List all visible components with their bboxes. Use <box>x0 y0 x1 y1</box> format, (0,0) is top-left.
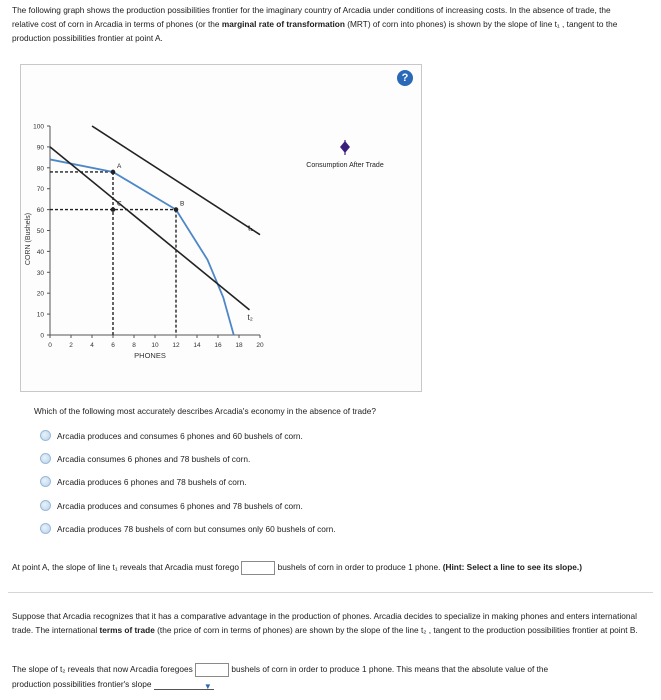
t2-question-text: The slope of t₂ reveals that now Arcadia foregoes <box>12 664 193 674</box>
radio-button[interactable] <box>40 453 51 464</box>
trade-bold: terms of trade <box>99 625 155 635</box>
help-icon[interactable]: ? <box>397 70 413 86</box>
option-5[interactable] <box>40 523 336 534</box>
option-label: Arcadia produces and consumes 6 phones and 60 bushels of corn. <box>57 430 303 441</box>
option-4[interactable] <box>40 500 303 511</box>
legend-label: Consumption After Trade <box>306 162 384 169</box>
y-tick-label: 30 <box>36 269 44 277</box>
section-divider <box>8 592 653 593</box>
slope-question <box>12 560 637 575</box>
question-text: Which of the following most accurately describes Arcadia's economy in the absence of trade? <box>34 406 376 416</box>
ppf-graph <box>20 64 420 390</box>
t2-question-line2: production possibilities frontier's slope <box>12 678 152 689</box>
option-label: Arcadia produces and consumes 6 phones and 78 bushels of corn. <box>57 500 303 511</box>
option-label: Arcadia consumes 6 phones and 78 bushels of corn. <box>57 453 251 464</box>
radio-button[interactable] <box>40 523 51 534</box>
point-b[interactable] <box>174 207 179 212</box>
point-a[interactable] <box>111 170 116 175</box>
point-c[interactable] <box>111 207 116 212</box>
radio-button[interactable] <box>40 500 51 511</box>
x-tick-label: 4 <box>90 342 94 349</box>
slope-question-text: At point A, the slope of line t₁ reveals that Arcadia must forego <box>12 562 239 572</box>
t1-label: t₁ <box>248 223 253 233</box>
y-tick-label: 50 <box>36 228 44 235</box>
y-tick-label: 70 <box>36 186 44 194</box>
y-tick-label: 0 <box>40 332 44 340</box>
slope-answer-input[interactable] <box>241 561 275 575</box>
trade-paragraph <box>12 609 640 637</box>
x-tick-label: 0 <box>48 342 52 349</box>
y-tick-label: 40 <box>36 248 44 256</box>
x-tick-label: 10 <box>151 342 159 349</box>
y-tick-label: 20 <box>36 290 44 298</box>
intro-text-1: The following graph shows the production possibilities frontier for the imaginary country of Arcadia under conditions of increasing costs. In the absence of trade, the relative cost of corn in Arcadia in terms of phones (or the <box>12 5 611 29</box>
x-tick-label: 6 <box>111 342 115 349</box>
t2-question-after: bushels of corn in order to produce 1 phone. This means that the absolute value of the <box>231 664 549 674</box>
x-tick-label: 12 <box>172 342 180 349</box>
option-3[interactable] <box>40 476 247 487</box>
caret-down-icon: ▼ <box>203 682 212 692</box>
option-1[interactable] <box>40 430 303 441</box>
ppf-curve[interactable] <box>50 159 234 335</box>
slope-question-after: bushels of corn in order to produce 1 phone. <box>277 562 441 572</box>
y-tick-label: 10 <box>36 311 44 319</box>
y-tick-label: 60 <box>36 207 44 215</box>
diamond-icon <box>340 141 350 153</box>
radio-button[interactable] <box>40 430 51 441</box>
option-label: Arcadia produces 6 phones and 78 bushels of corn. <box>57 476 247 487</box>
hint-text: (Hint: Select a line to see its slope.) <box>442 562 582 572</box>
y-axis-label: CORN (Bushels) <box>25 212 32 266</box>
y-tick-label: 90 <box>36 144 44 152</box>
slope-dropdown[interactable] <box>154 679 214 690</box>
x-tick-label: 18 <box>235 342 243 349</box>
line-t2[interactable] <box>50 147 250 310</box>
x-tick-label: 16 <box>214 342 222 349</box>
line-t1[interactable] <box>92 126 260 235</box>
x-tick-label: 14 <box>193 342 201 349</box>
y-tick-label: 100 <box>33 123 44 131</box>
t2-answer-input[interactable] <box>195 663 229 677</box>
point-label-c: C <box>117 200 122 208</box>
t2-question <box>12 662 642 691</box>
point-label-b: B <box>180 200 185 208</box>
y-tick-label: 80 <box>36 165 44 173</box>
trade-text-1: Suppose that Arcadia recognizes that it has a comparative advantage in the production of phones. Arcadia decides to specialize in making phones and enters international trade. The international <box>12 611 637 635</box>
t2-label: t₂ <box>247 312 253 322</box>
guide-lines <box>50 172 176 335</box>
x-tick-label: 2 <box>69 342 73 349</box>
option-label: Arcadia produces 78 bushels of corn but consumes only 60 bushels of corn. <box>57 523 336 534</box>
y-tick-group <box>33 124 50 340</box>
intro-paragraph <box>12 3 624 45</box>
legend-consumption-after-trade[interactable] <box>340 140 350 155</box>
intro-bold: marginal rate of transformation <box>221 19 345 29</box>
radio-button[interactable] <box>40 476 51 487</box>
x-axis-label: PHONES <box>134 351 166 360</box>
x-tick-label: 8 <box>132 342 136 349</box>
x-tick-group <box>48 335 264 349</box>
point-label-a: A <box>117 162 122 170</box>
intro-text-2: (MRT) of corn into phones) is shown by the slope of line t₁ , tangent to the production possibilities frontier at point A. <box>12 19 618 43</box>
x-tick-label: 20 <box>256 342 264 349</box>
trade-text-2: (the price of corn in terms of phones) are shown by the slope of the line t₂ , tangent to the production possibilities frontier at point B. <box>157 625 638 635</box>
option-2[interactable] <box>40 453 250 464</box>
